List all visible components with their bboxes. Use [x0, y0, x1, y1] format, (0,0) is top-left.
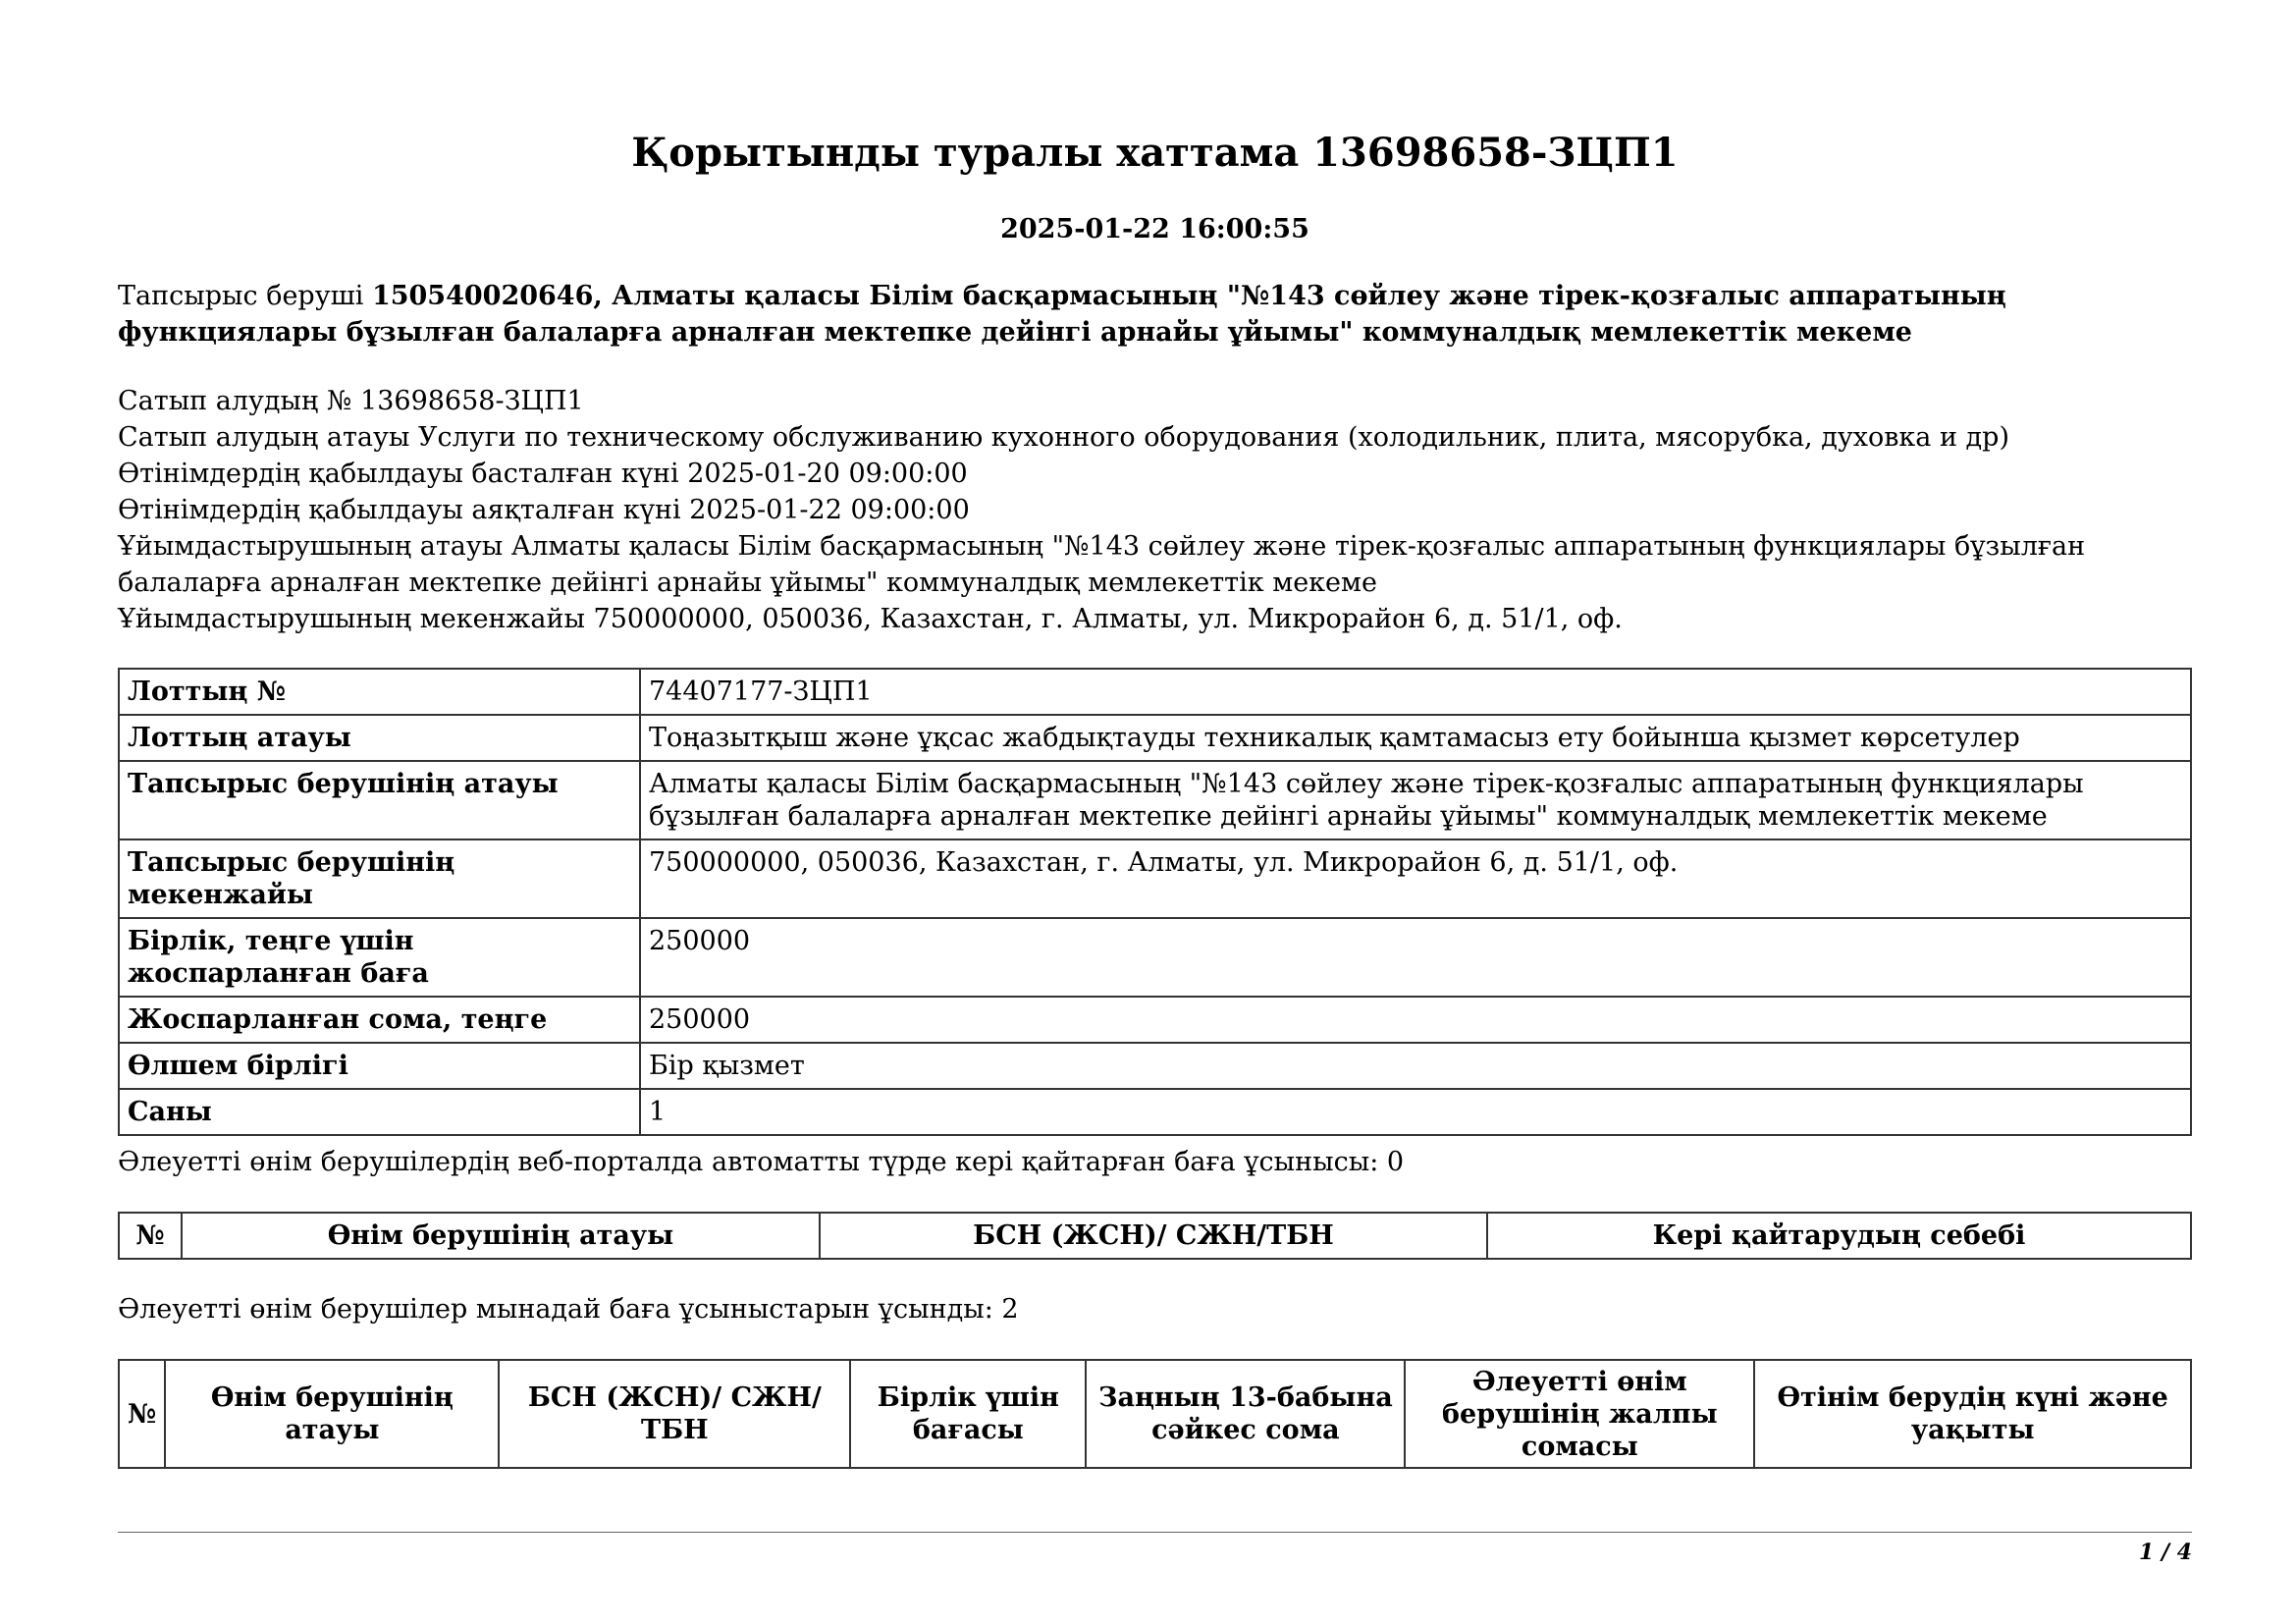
lot-value: 250000	[640, 918, 2191, 997]
table-row	[119, 761, 2191, 839]
column-header: БСН (ЖСН)/ СЖН/ТБН	[820, 1213, 1487, 1259]
organizer-name: Ұйымдастырушының атауы Алматы қаласы Білім басқармасының "№143 сөйлеу және тірек-қозғалыс аппаратының функциялары бұзылған балаларға арналған мектепке дейінгі арнайы ұйымы" коммуналдық мемлекеттік мекеме	[118, 531, 2086, 598]
lot-value: Тоңазытқыш және ұқсас жабдықтауды техникалық қамтамасыз ету бойынша қызмет көрсетулер	[640, 715, 2191, 761]
lot-key: Лоттың атауы	[119, 715, 640, 761]
lot-key: Лоттың №	[119, 669, 640, 715]
lot-value: 74407177-ЗЦП1	[640, 669, 2191, 715]
table-row	[119, 1089, 2191, 1135]
protocol-datetime: 2025-01-22 16:00:55	[1000, 214, 1309, 244]
column-header: №	[119, 1360, 165, 1468]
column-header: Заңның 13-бабына сәйкес сома	[1086, 1360, 1405, 1468]
lot-key: Саны	[119, 1089, 640, 1135]
footer-divider	[118, 1532, 2192, 1533]
column-header: Кері қайтарудың себебі	[1487, 1213, 2191, 1259]
table-row	[119, 715, 2191, 761]
page-number: 1 / 4	[2139, 1540, 2192, 1565]
document-page	[118, 0, 2192, 1624]
offers-table	[118, 1359, 2192, 1469]
table-row	[119, 918, 2191, 997]
customer-block	[118, 278, 2192, 351]
organizer-address: Ұйымдастырушының мекенжайы 750000000, 050036, Казахстан, г. Алматы, ул. Микрорайон 6, д. 51/1, оф.	[118, 604, 1623, 634]
table-row	[119, 997, 2191, 1043]
purchase-info	[118, 383, 2192, 637]
column-header: Өнім берушінің атауы	[165, 1360, 499, 1468]
acceptance-start: Өтінімдердің қабылдауы басталған күні 2025-01-20 09:00:00	[118, 459, 968, 489]
column-header: Бірлік үшін бағасы	[850, 1360, 1086, 1468]
lot-value: 750000000, 050036, Казахстан, г. Алматы, ул. Микрорайон 6, д. 51/1, оф.	[640, 839, 2191, 918]
column-header: Өтінім берудің күні және уақыты	[1754, 1360, 2191, 1468]
purchase-name: Сатып алудың атауы Услуги по техническому обслуживанию кухонного оборудования (холодильник, плита, мясорубка, духовка и др)	[118, 422, 2009, 453]
column-header: Өнім берушінің атауы	[182, 1213, 820, 1259]
customer-value: 150540020646, Алматы қаласы Білім басқармасының "№143 сөйлеу және тірек-қозғалыс аппаратының функциялары бұзылған балаларға арналған мектепке дейінгі арнайы ұйымы" коммуналдық мемлекеттік мекеме	[118, 281, 2006, 348]
column-header: №	[119, 1213, 182, 1259]
page-title: Қорытынды туралы хаттама 13698658-ЗЦП1	[631, 130, 1679, 176]
column-header: БСН (ЖСН)/ СЖН/ТБН	[499, 1360, 850, 1468]
lot-value: Алматы қаласы Білім басқармасының "№143 сөйлеу және тірек-қозғалыс аппаратының функциялары бұзылған балаларға арналған мектепке дейінгі арнайы ұйымы" коммуналдық мемлекеттік мекеме	[640, 761, 2191, 839]
acceptance-end: Өтінімдердің қабылдауы аяқталған күні 2025-01-22 09:00:00	[118, 495, 970, 525]
lot-value: 250000	[640, 997, 2191, 1043]
lot-table	[118, 668, 2192, 1136]
lot-value: 1	[640, 1089, 2191, 1135]
lot-key: Тапсырыс берушінің мекенжайы	[119, 839, 640, 918]
returned-offers-table	[118, 1212, 2192, 1260]
offers-sentence: Әлеуетті өнім берушілер мынадай баға ұсыныстарын ұсынды: 2	[118, 1294, 1019, 1325]
purchase-number: Сатып алудың № 13698658-ЗЦП1	[118, 386, 584, 416]
lot-value: Бір қызмет	[640, 1043, 2191, 1089]
table-row	[119, 669, 2191, 715]
returned-offers-sentence: Әлеуетті өнім берушілердің веб-порталда автоматты түрде кері қайтарған баға ұсынысы: 0	[118, 1147, 1405, 1177]
lot-key: Тапсырыс берушінің атауы	[119, 761, 640, 839]
lot-key: Жоспарланған сома, теңге	[119, 997, 640, 1043]
customer-label: Тапсырыс беруші	[118, 281, 364, 311]
table-row	[119, 1043, 2191, 1089]
table-header-row	[119, 1213, 2191, 1259]
table-header-row	[119, 1360, 2191, 1468]
lot-key: Өлшем бірлігі	[119, 1043, 640, 1089]
lot-key: Бірлік, теңге үшін жоспарланған баға	[119, 918, 640, 997]
table-row	[119, 839, 2191, 918]
column-header: Әлеуетті өнім берушінің жалпы сомасы	[1405, 1360, 1754, 1468]
